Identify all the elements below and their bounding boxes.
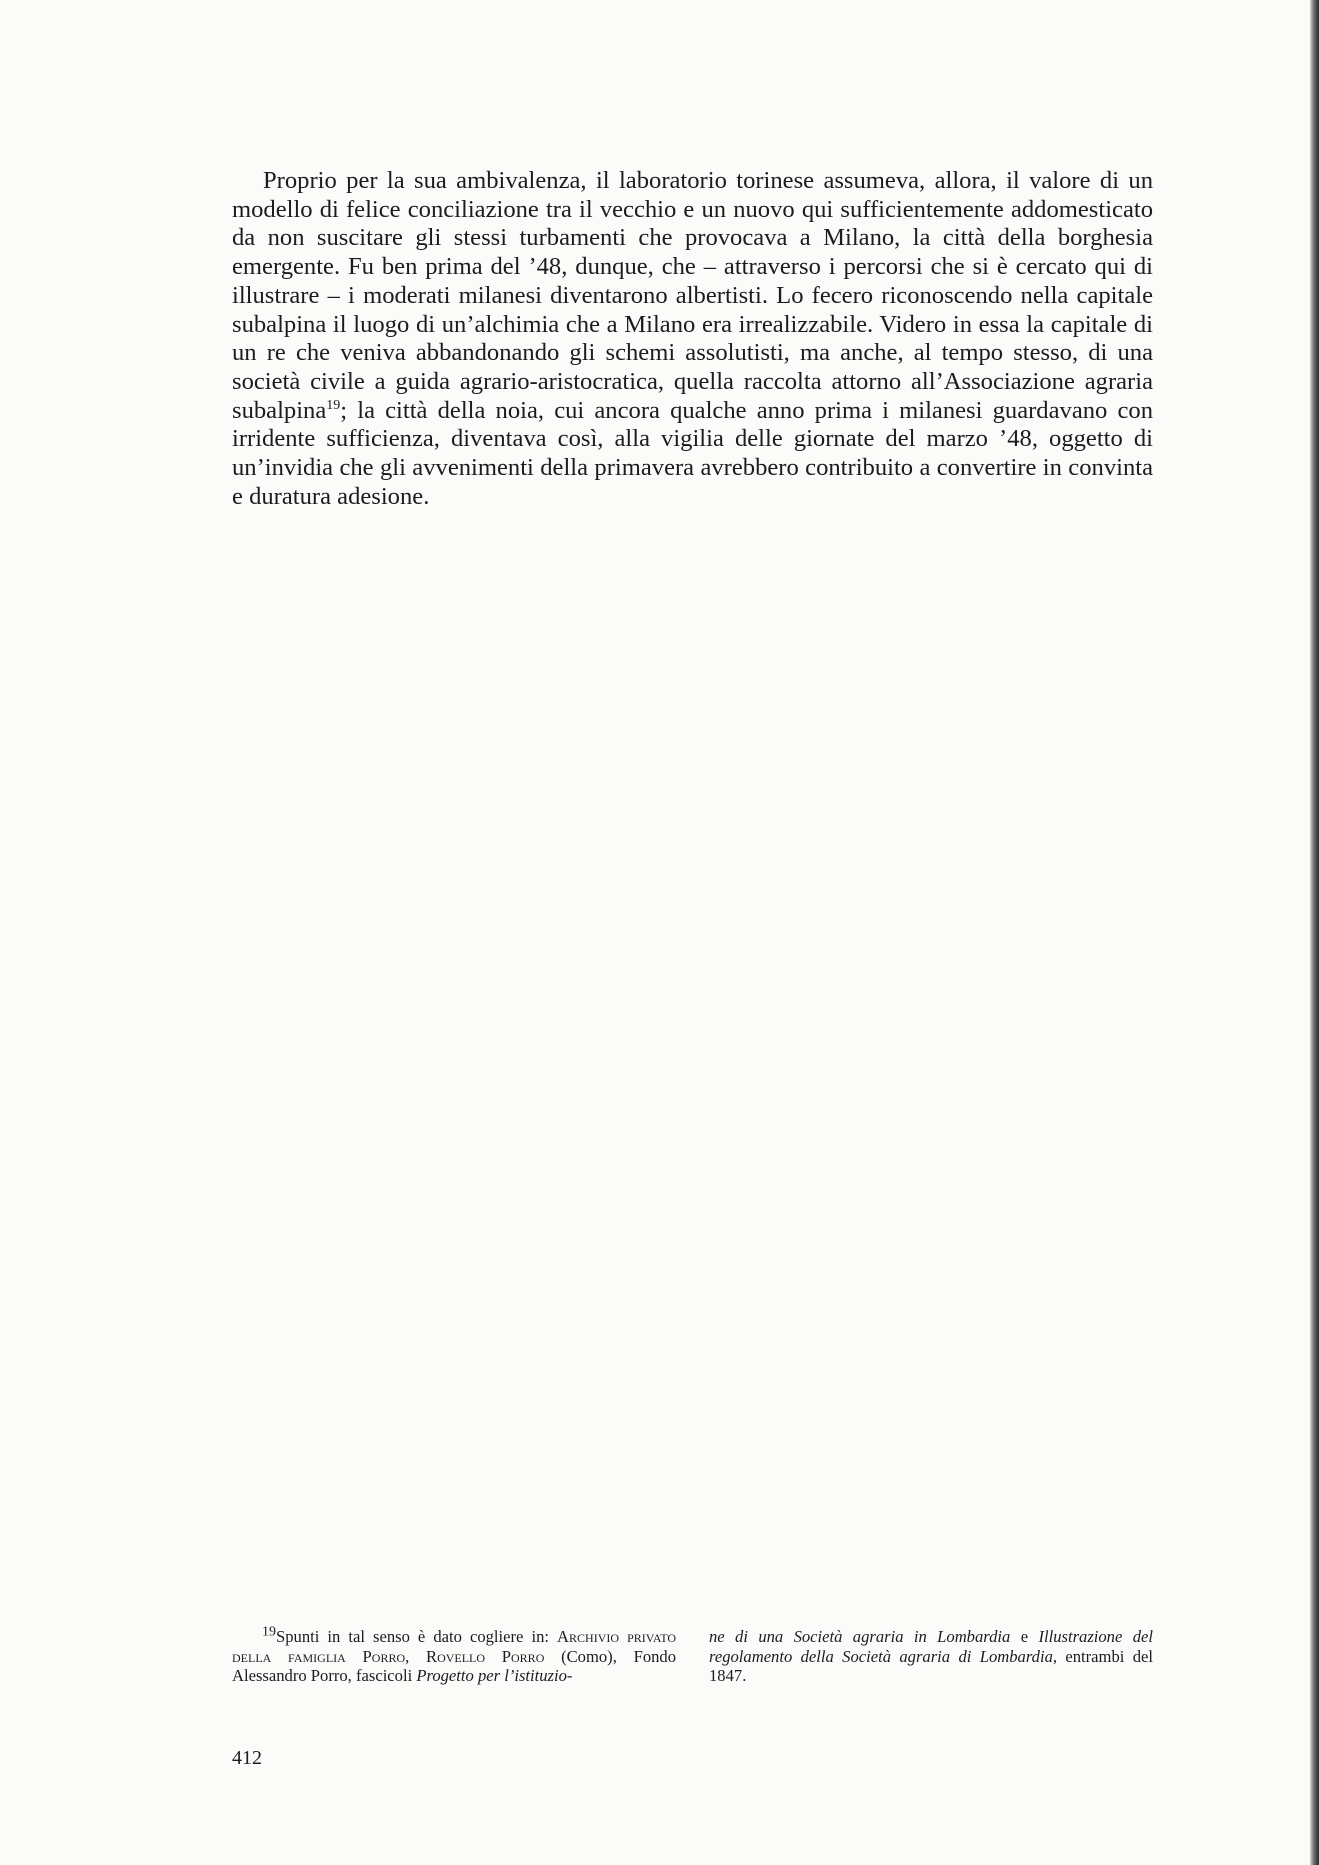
paragraph-text-after-note: ; la città della noia, cui ancora qualche anno prima i milanesi guardavano con irridente sufficienza, diventava così, alla vigilia delle giornate del marzo ’48, oggetto di un’invidia che gli avvenimenti della primavera avrebbero contribuito a convertire in convinta e duratura adesione. <box>232 396 1153 510</box>
paragraph-text-before-note: Proprio per la sua ambivalenza, il laboratorio torinese assumeva, allora, il valore di un modello di felice conciliazione tra il vecchio e un nuovo qui sufficientemente addomesticato da non suscitare gli stessi turbamenti che provocava a Milano, la città della borghesia emergente. Fu ben prima del ’48, dunque, che – attraverso i percorsi che si è cercato qui di illustrare – i moderati milanesi diventarono albertisti. Lo fecero riconoscendo nella capitale subalpina il luogo di un’alchimia che a Milano era irrealizzabile. Videro in essa la capitale di un re che veniva abbandonando gli schemi assolutisti, ma anche, al tempo stesso, di una società civile a guida agrario-aristocratica, quella raccolta attorno all’Associazione agraria subalpina <box>232 167 1153 424</box>
footnote-archive-name: Archivio privato della famiglia Porro, Rovello Porro <box>232 1627 676 1666</box>
footnote-archive-detail: (Como), Fondo Alessandro Porro, fascicoli <box>232 1646 677 1686</box>
footnote-title-1-part-1: Progetto per l’istituzio- <box>416 1666 573 1686</box>
footnote-lead-text: Spunti in tal senso è dato cogliere in: <box>276 1627 558 1646</box>
footnote-reference[interactable]: 19 <box>326 397 341 413</box>
main-text <box>232 167 1153 511</box>
footnote-title-2: Illustrazione del regolamento della Società agraria di Lombardia <box>709 1627 1153 1666</box>
footnote-column-right <box>709 1627 1153 1686</box>
footnote-closing: , entrambi del 1847. <box>709 1646 1153 1686</box>
footnote-column-left <box>232 1624 677 1686</box>
footnote-area <box>232 1624 1153 1686</box>
footnote-title-1-part-2: ne di una Società agraria in Lombardia <box>709 1627 1011 1646</box>
page-edge <box>1310 0 1319 1865</box>
main-paragraph <box>232 167 1153 511</box>
footnote-number: 19 <box>262 1624 276 1640</box>
page-number: 412 <box>232 1747 262 1769</box>
footnote-conjunction: e <box>1010 1627 1039 1646</box>
